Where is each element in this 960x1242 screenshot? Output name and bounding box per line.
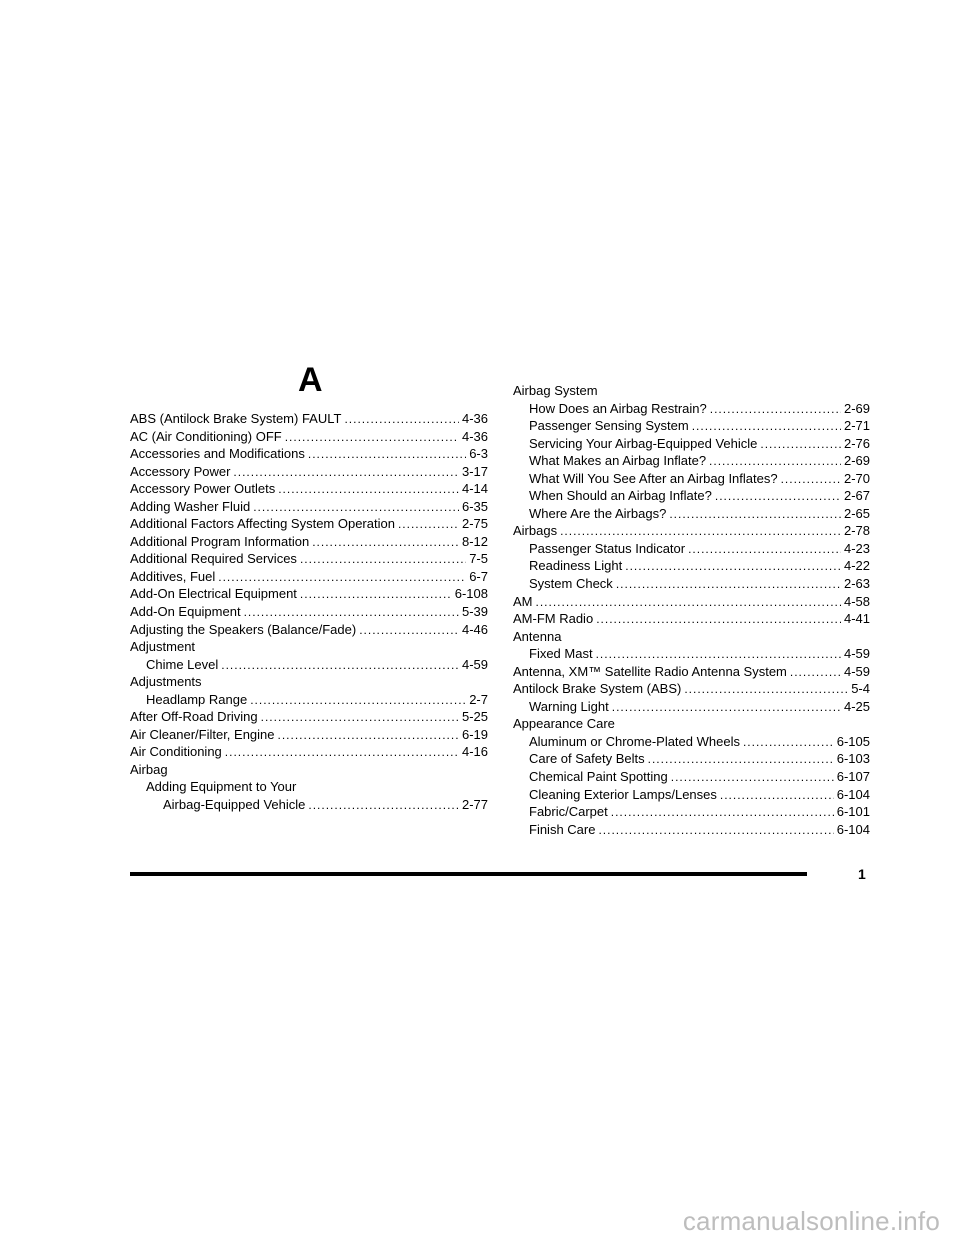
index-entry-page: 4-22 bbox=[843, 558, 870, 574]
index-entry-title: Antenna, XM™ Satellite Radio Antenna System bbox=[513, 663, 787, 679]
index-entry bbox=[130, 410, 488, 428]
index-entry bbox=[130, 726, 488, 744]
index-entry-page: 6-101 bbox=[836, 804, 870, 820]
index-entry-title: Cleaning Exterior Lamps/Lenses bbox=[529, 786, 717, 802]
index-entry-title: Adjustment bbox=[130, 639, 196, 655]
index-entry-title: Chemical Paint Spotting bbox=[529, 769, 668, 785]
index-entry bbox=[513, 663, 870, 681]
index-entry-page: 4-25 bbox=[843, 698, 870, 714]
index-entry bbox=[130, 463, 488, 481]
index-entry-title: Airbags bbox=[513, 523, 558, 539]
section-letter-heading: A bbox=[298, 361, 323, 399]
index-entry bbox=[513, 698, 870, 716]
index-entry-title: Air Conditioning bbox=[130, 744, 222, 760]
index-entry-title: AM bbox=[513, 593, 533, 609]
dot-leader bbox=[709, 453, 841, 471]
index-column-right bbox=[513, 382, 870, 838]
index-entry-title: Warning Light bbox=[529, 698, 609, 714]
index-entry-title: Airbag-Equipped Vehicle bbox=[163, 797, 306, 813]
index-entry-title: Passenger Sensing System bbox=[529, 418, 689, 434]
index-entry-page: 2-77 bbox=[461, 797, 488, 813]
index-entry-page: 6-7 bbox=[469, 568, 488, 584]
index-entry bbox=[130, 550, 488, 568]
index-entry-page: 6-35 bbox=[461, 498, 488, 514]
dot-leader bbox=[398, 516, 459, 534]
index-entry bbox=[130, 638, 488, 656]
dot-leader bbox=[669, 506, 841, 524]
index-entry bbox=[513, 733, 870, 751]
index-entry-title: How Does an Airbag Restrain? bbox=[529, 400, 707, 416]
index-entry-page: 4-41 bbox=[843, 611, 870, 627]
index-entry-page: 8-12 bbox=[461, 533, 488, 549]
index-entry-page: 4-59 bbox=[843, 646, 870, 662]
index-entry bbox=[513, 382, 870, 400]
index-entry-page: 2-69 bbox=[843, 453, 870, 469]
dot-leader bbox=[715, 488, 841, 506]
dot-leader bbox=[278, 727, 459, 745]
index-entry bbox=[513, 575, 870, 593]
index-entry-title: Adjusting the Speakers (Balance/Fade) bbox=[130, 621, 357, 637]
index-entry-title: Headlamp Range bbox=[146, 691, 248, 707]
index-entry bbox=[130, 445, 488, 463]
index-entry bbox=[130, 480, 488, 498]
dot-leader bbox=[359, 622, 459, 640]
index-entry-page: 5-39 bbox=[461, 604, 488, 620]
index-entry-page: 6-3 bbox=[469, 446, 488, 462]
dot-leader bbox=[253, 499, 459, 517]
index-entry-title: Accessories and Modifications bbox=[130, 446, 305, 462]
dot-leader bbox=[218, 569, 466, 587]
index-entry-page: 6-108 bbox=[454, 586, 488, 602]
dot-leader bbox=[308, 797, 459, 815]
dot-leader bbox=[278, 481, 459, 499]
index-entry bbox=[513, 417, 870, 435]
index-entry bbox=[130, 778, 488, 796]
index-entry-title: Additional Factors Affecting System Operation bbox=[130, 516, 395, 532]
index-entry bbox=[130, 428, 488, 446]
dot-leader bbox=[285, 429, 459, 447]
index-entry-title: Antilock Brake System (ABS) bbox=[513, 681, 682, 697]
dot-leader bbox=[308, 446, 466, 464]
index-entry-title: Airbag System bbox=[513, 383, 598, 398]
index-entry-page: 2-69 bbox=[843, 400, 870, 416]
index-entry-page: 4-23 bbox=[843, 540, 870, 556]
dot-leader bbox=[250, 692, 466, 710]
dot-leader bbox=[611, 804, 834, 822]
index-entry-page: 4-36 bbox=[461, 411, 488, 426]
watermark-text: carmanualsonline.info bbox=[682, 1206, 940, 1236]
index-entry bbox=[513, 487, 870, 505]
index-entry-page: 5-25 bbox=[461, 709, 488, 725]
index-entry-page: 4-16 bbox=[461, 744, 488, 760]
index-entry-page: 2-63 bbox=[843, 576, 870, 592]
dot-leader bbox=[648, 751, 834, 769]
dot-leader bbox=[261, 709, 459, 727]
index-entry bbox=[513, 540, 870, 558]
index-entry-title: Add-On Electrical Equipment bbox=[130, 586, 297, 602]
index-entry bbox=[513, 435, 870, 453]
index-entry-title: Care of Safety Belts bbox=[529, 751, 645, 767]
index-entry-page: 7-5 bbox=[469, 551, 488, 567]
index-entry bbox=[513, 645, 870, 663]
index-entry-title: Passenger Status Indicator bbox=[529, 540, 686, 556]
index-entry-page: 6-103 bbox=[836, 751, 870, 767]
index-entry-page: 4-46 bbox=[461, 621, 488, 637]
index-entry-title: Add-On Equipment bbox=[130, 604, 241, 620]
index-entry bbox=[513, 593, 870, 611]
index-entry bbox=[130, 761, 488, 779]
dot-leader bbox=[688, 541, 841, 559]
index-entry-title: Antenna bbox=[513, 628, 562, 644]
dot-leader bbox=[233, 464, 459, 482]
index-entry bbox=[513, 470, 870, 488]
index-entry-title: AC (Air Conditioning) OFF bbox=[130, 428, 282, 444]
index-entry-title: When Should an Airbag Inflate? bbox=[529, 488, 712, 504]
dot-leader bbox=[221, 657, 459, 675]
footer-rule bbox=[130, 872, 807, 876]
index-entry bbox=[130, 708, 488, 726]
index-entry bbox=[513, 786, 870, 804]
index-entry-page: 6-104 bbox=[836, 786, 870, 802]
index-entry-page: 4-59 bbox=[461, 656, 488, 672]
index-entry-title: Aluminum or Chrome-Plated Wheels bbox=[529, 733, 740, 749]
index-entry bbox=[513, 715, 870, 733]
index-entry-title: What Makes an Airbag Inflate? bbox=[529, 453, 707, 469]
dot-leader bbox=[596, 646, 841, 664]
dot-leader bbox=[720, 787, 834, 805]
index-entry bbox=[513, 803, 870, 821]
index-entry bbox=[513, 680, 870, 698]
index-entry bbox=[513, 610, 870, 628]
dot-leader bbox=[616, 576, 841, 594]
index-entry-title: Fabric/Carpet bbox=[529, 804, 608, 820]
index-entry-page: 6-107 bbox=[836, 769, 870, 785]
index-entry-title: Additional Required Services bbox=[130, 551, 297, 567]
index-entry-title: Readiness Light bbox=[529, 558, 623, 574]
dot-leader bbox=[598, 822, 833, 840]
index-entry-page: 6-104 bbox=[836, 821, 870, 837]
index-entry-title: Additional Program Information bbox=[130, 533, 310, 549]
index-entry-title: Airbag bbox=[130, 761, 168, 777]
index-entry-title: ABS (Antilock Brake System) FAULT bbox=[130, 411, 342, 426]
index-entry bbox=[513, 750, 870, 768]
index-entry-title: Where Are the Airbags? bbox=[529, 505, 667, 521]
index-entry-page: 2-76 bbox=[843, 435, 870, 451]
index-entry bbox=[130, 603, 488, 621]
index-entry-title: Accessory Power bbox=[130, 463, 231, 479]
index-entry bbox=[513, 522, 870, 540]
index-entry-title: Appearance Care bbox=[513, 716, 615, 732]
index-entry-title: AM-FM Radio bbox=[513, 611, 594, 627]
index-entry bbox=[513, 821, 870, 839]
index-entry-title: What Will You See After an Airbag Inflates? bbox=[529, 470, 778, 486]
index-entry bbox=[130, 691, 488, 709]
index-entry-title: Accessory Power Outlets bbox=[130, 481, 276, 497]
index-entry-title: After Off-Road Driving bbox=[130, 709, 258, 725]
index-entry-page: 2-75 bbox=[461, 516, 488, 532]
page-number: 1 bbox=[858, 866, 866, 882]
index-entry bbox=[130, 621, 488, 639]
index-entry-page: 3-17 bbox=[461, 463, 488, 479]
dot-leader bbox=[692, 418, 841, 436]
index-entry-page: 2-70 bbox=[843, 470, 870, 486]
index-entry-title: Fixed Mast bbox=[529, 646, 593, 662]
dot-leader bbox=[781, 471, 841, 489]
dot-leader bbox=[344, 411, 459, 429]
dot-leader bbox=[671, 769, 834, 787]
dot-leader bbox=[743, 734, 834, 752]
index-entry bbox=[130, 656, 488, 674]
index-entry bbox=[513, 400, 870, 418]
index-column-left bbox=[130, 410, 488, 814]
index-entry-title: Adding Equipment to Your bbox=[146, 779, 297, 795]
index-entry-title: Chime Level bbox=[146, 656, 219, 672]
index-entry bbox=[130, 743, 488, 761]
index-entry bbox=[130, 498, 488, 516]
index-entry-title: Air Cleaner/Filter, Engine bbox=[130, 726, 275, 742]
index-entry bbox=[130, 533, 488, 551]
dot-leader bbox=[244, 604, 459, 622]
dot-leader bbox=[300, 586, 452, 604]
index-entry bbox=[513, 452, 870, 470]
index-entry bbox=[513, 628, 870, 646]
index-entry bbox=[513, 505, 870, 523]
index-entry-page: 6-105 bbox=[836, 733, 870, 749]
dot-leader bbox=[612, 699, 841, 717]
index-entry bbox=[130, 796, 488, 814]
index-entry bbox=[130, 585, 488, 603]
dot-leader bbox=[560, 523, 841, 541]
index-entry bbox=[130, 568, 488, 586]
index-entry-title: Adding Washer Fluid bbox=[130, 498, 251, 514]
dot-leader bbox=[684, 681, 848, 699]
dot-leader bbox=[596, 611, 841, 629]
index-entry-page: 5-4 bbox=[851, 681, 870, 697]
index-entry-page: 6-19 bbox=[461, 726, 488, 742]
index-entry bbox=[130, 673, 488, 691]
dot-leader bbox=[760, 436, 841, 454]
dot-leader bbox=[300, 551, 466, 569]
index-entry-page: 4-36 bbox=[461, 428, 488, 444]
index-entry-title: System Check bbox=[529, 576, 613, 592]
dot-leader bbox=[536, 594, 841, 612]
index-entry-title: Servicing Your Airbag-Equipped Vehicle bbox=[529, 435, 758, 451]
dot-leader bbox=[710, 401, 841, 419]
dot-leader bbox=[225, 744, 459, 762]
index-entry-page: 4-14 bbox=[461, 481, 488, 497]
index-entry-page: 2-78 bbox=[843, 523, 870, 539]
dot-leader bbox=[790, 664, 841, 682]
index-entry-title: Adjustments bbox=[130, 674, 202, 690]
index-entry-page: 4-58 bbox=[843, 593, 870, 609]
index-entry-page: 4-59 bbox=[843, 663, 870, 679]
index-entry-page: 2-65 bbox=[843, 505, 870, 521]
index-entry-page: 2-71 bbox=[843, 418, 870, 434]
index-entry bbox=[130, 515, 488, 533]
dot-leader bbox=[625, 558, 841, 576]
index-entry-page: 2-67 bbox=[843, 488, 870, 504]
index-entry-title: Finish Care bbox=[529, 821, 596, 837]
index-entry-page: 2-7 bbox=[469, 691, 488, 707]
index-entry bbox=[513, 557, 870, 575]
index-entry bbox=[513, 768, 870, 786]
index-entry-title: Additives, Fuel bbox=[130, 568, 216, 584]
dot-leader bbox=[312, 534, 459, 552]
